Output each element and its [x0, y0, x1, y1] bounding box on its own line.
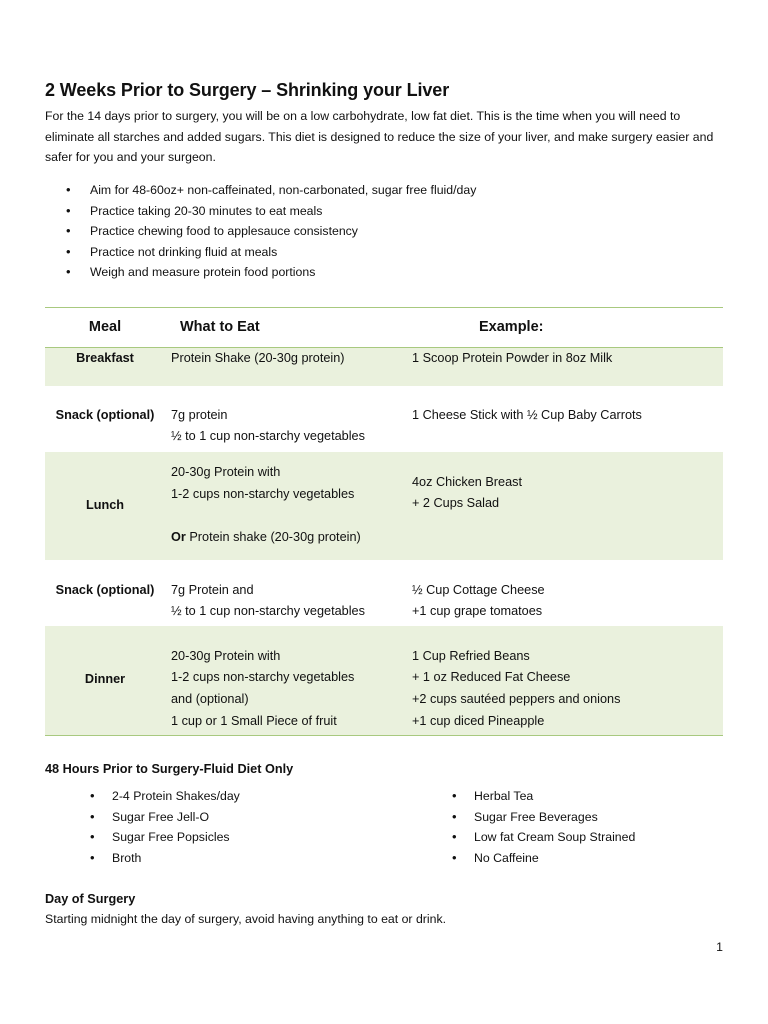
example-line: 1 Cheese Stick with ½ Cup Baby Carrots — [412, 407, 642, 422]
table-row — [45, 560, 723, 626]
guideline-list — [66, 180, 476, 283]
what-line-blank — [171, 506, 406, 528]
page-title: 2 Weeks Prior to Surgery – Shrinking your Liver — [45, 80, 450, 100]
fluid-diet-heading: 48 Hours Prior to Surgery-Fluid Diet Only — [45, 762, 294, 776]
table-row — [45, 626, 723, 736]
example-line: + 2 Cups Salad — [412, 496, 500, 511]
what-cell — [165, 348, 406, 386]
example-line: 4oz Chicken Breast — [412, 474, 523, 489]
fluid-list-left — [90, 786, 240, 868]
fluid-list-right — [452, 786, 635, 868]
example-line: +1 cup grape tomatoes — [412, 604, 543, 619]
example-line: +2 cups sautéed peppers and onions — [412, 692, 621, 707]
list-item: • Weigh and measure protein food portions — [66, 262, 476, 283]
example-cell — [406, 560, 723, 626]
example-cell — [406, 626, 723, 736]
example-cell — [406, 386, 723, 452]
meal-breakfast: Breakfast — [45, 348, 165, 386]
list-item: • Broth — [90, 848, 240, 869]
what-line: and (optional) — [171, 692, 249, 707]
table-row — [45, 452, 723, 560]
example-line: ½ Cup Cottage Cheese — [412, 582, 545, 597]
meal-snack: Snack (optional) — [55, 582, 155, 597]
list-item: • Low fat Cream Soup Strained — [452, 827, 635, 848]
what-line — [171, 527, 406, 549]
example-cell — [406, 452, 723, 560]
header-what-to-eat: What to Eat — [165, 308, 406, 348]
header-meal: Meal — [45, 308, 165, 348]
meal-dinner: Dinner — [45, 626, 165, 736]
example-line: +1 cup diced Pineapple — [412, 713, 545, 728]
what-line: 20-30g Protein with — [171, 648, 281, 663]
list-item: • Practice taking 20-30 minutes to eat meals — [66, 201, 476, 222]
what-cell — [165, 560, 406, 626]
header-example: Example: — [406, 308, 723, 348]
what-line: 1-2 cups non-starchy vegetables — [171, 486, 355, 501]
what-line: ½ to 1 cup non-starchy vegetables — [171, 429, 365, 444]
what-line: 7g Protein and — [171, 582, 254, 597]
example-line: + 1 oz Reduced Fat Cheese — [412, 670, 571, 685]
what-line-text: Protein shake (20-30g protein) — [189, 530, 361, 545]
list-item: • Sugar Free Jell-O — [90, 807, 240, 828]
list-item: • Sugar Free Beverages — [452, 807, 635, 828]
example-cell — [406, 348, 723, 386]
list-item: • Practice not drinking fluid at meals — [66, 242, 476, 263]
meal-plan-table — [45, 307, 723, 736]
meal-lunch: Lunch — [45, 452, 165, 560]
what-line: 1-2 cups non-starchy vegetables — [171, 670, 355, 685]
list-item: • Practice chewing food to applesauce consistency — [66, 221, 476, 242]
table-row — [45, 386, 723, 452]
table-row — [45, 348, 723, 386]
day-of-surgery-text: Starting midnight the day of surgery, avoid having anything to eat or drink. — [45, 912, 447, 926]
list-item: • Herbal Tea — [452, 786, 635, 807]
page-number: 1 — [716, 940, 723, 954]
what-line: 1 cup or 1 Small Piece of fruit — [171, 713, 337, 728]
what-line: 7g protein — [171, 407, 228, 422]
meal-snack: Snack (optional) — [55, 407, 155, 422]
what-cell — [165, 386, 406, 452]
what-cell — [165, 626, 406, 736]
what-line: Protein Shake (20-30g protein) — [171, 351, 345, 365]
day-of-surgery-heading: Day of Surgery — [45, 892, 136, 906]
what-line: 20-30g Protein with — [171, 464, 281, 479]
table-header-row — [45, 308, 723, 348]
intro-paragraph: For the 14 days prior to surgery, you will be on a low carbohydrate, low fat diet. This is the time when you will need to eliminate all starches and added sugars. This diet is designed to reduce the size of your liver, and make surgery easier and safer for you and your surgeon. — [45, 109, 714, 164]
example-line: 1 Scoop Protein Powder in 8oz Milk — [412, 351, 613, 365]
list-item: • No Caffeine — [452, 848, 635, 869]
or-keyword: Or — [171, 530, 186, 545]
list-item: • Aim for 48-60oz+ non-caffeinated, non-carbonated, sugar free fluid/day — [66, 180, 476, 201]
what-cell — [165, 452, 406, 560]
list-item: • 2-4 Protein Shakes/day — [90, 786, 240, 807]
example-line: 1 Cup Refried Beans — [412, 648, 530, 663]
list-item: • Sugar Free Popsicles — [90, 827, 240, 848]
what-line: ½ to 1 cup non-starchy vegetables — [171, 604, 365, 619]
